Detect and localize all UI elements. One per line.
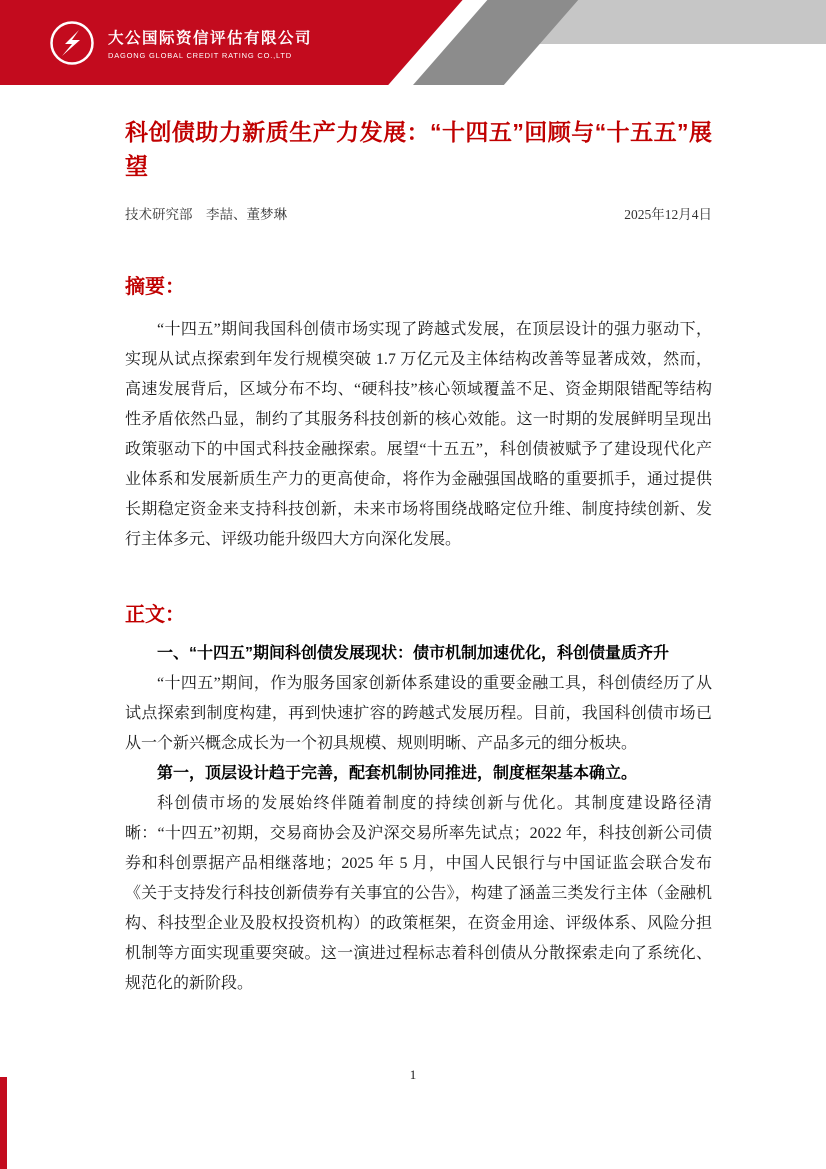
- left-edge-accent-bar: [0, 1077, 7, 1169]
- abstract-paragraph: “十四五”期间我国科创债市场实现了跨越式发展，在顶层设计的强力驱动下，实现从试点探索到年发行规模突破 1.7 万亿元及主体结构改善等显著成效，然而，高速发展背后，区域分布不均、“硬科技”核心领域覆盖不足、资金期限错配等结构性矛盾依然凸显，制约了其服务科技创新的核心效能。这一时期的发展鲜明呈现出政策驱动下的中国式科技金融探索。展望“十五五”，科创债被赋予了建设现代化产业体系和发展新质生产力的更高使命，将作为金融强国战略的重要抓手，通过提供长期稳定资金来支持科技创新，未来市场将围绕战略定位升维、制度持续创新、发行主体多元、评级功能升级四大方向深化发展。: [125, 321, 712, 548]
- section-1-paragraph-2: 科创债市场的发展始终伴随着制度的持续创新与优化。其制度建设路径清晰：“十四五”初期，交易商协会及沪深交易所率先试点；2022 年，科技创新公司债券和科创票据产品相继落地；2025 年 5 月，中国人民银行与中国证监会联合发布《关于支持发行科技创新债券有关事宜的公告》，构建了涵盖三类发行主体（金融机构、科技型企业及股权投资机构）的政策框架，在资金用途、评级体系、风险分担机制等方面实现重要突破。这一演进过程标志着科创债从分散探索走向了系统化、规范化的新阶段。: [125, 795, 712, 992]
- authors: 技术研究部 李喆、董梦琳: [125, 207, 287, 222]
- report-body: [0, 115, 826, 999]
- body-label: 正文：: [125, 604, 185, 626]
- company-name-cn: 大公国际资信评估有限公司: [108, 29, 313, 47]
- report-date: 2025年12月4日: [624, 207, 712, 222]
- company-logo-icon: [48, 19, 96, 67]
- section-1-heading: 一、“十四五”期间科创债发展现状：债市机制加速优化，科创债量质齐升: [157, 645, 670, 662]
- company-name-en: DAGONG GLOBAL CREDIT RATING CO.,LTD: [108, 50, 292, 60]
- abstract-label: 摘要：: [125, 276, 185, 298]
- company-name-block: [108, 26, 312, 60]
- page-number: 1: [409, 1067, 417, 1082]
- company-brand: [48, 19, 312, 67]
- section-1-point-1: 第一，顶层设计趋于完善，配套机制协同推进，制度框架基本确立。: [157, 765, 638, 782]
- byline: [125, 205, 712, 225]
- section-1-paragraph-1: “十四五”期间，作为服务国家创新体系建设的重要金融工具，科创债经历了从试点探索到制度构建，再到快速扩容的跨越式发展历程。目前，我国科创债市场已从一个新兴概念成长为一个初具规模、规则明晰、产品多元的细分板块。: [125, 675, 712, 752]
- header-banner: [0, 0, 826, 85]
- report-title: 科创债助力新质生产力发展：“十四五”回顾与“十五五”展望: [125, 119, 712, 179]
